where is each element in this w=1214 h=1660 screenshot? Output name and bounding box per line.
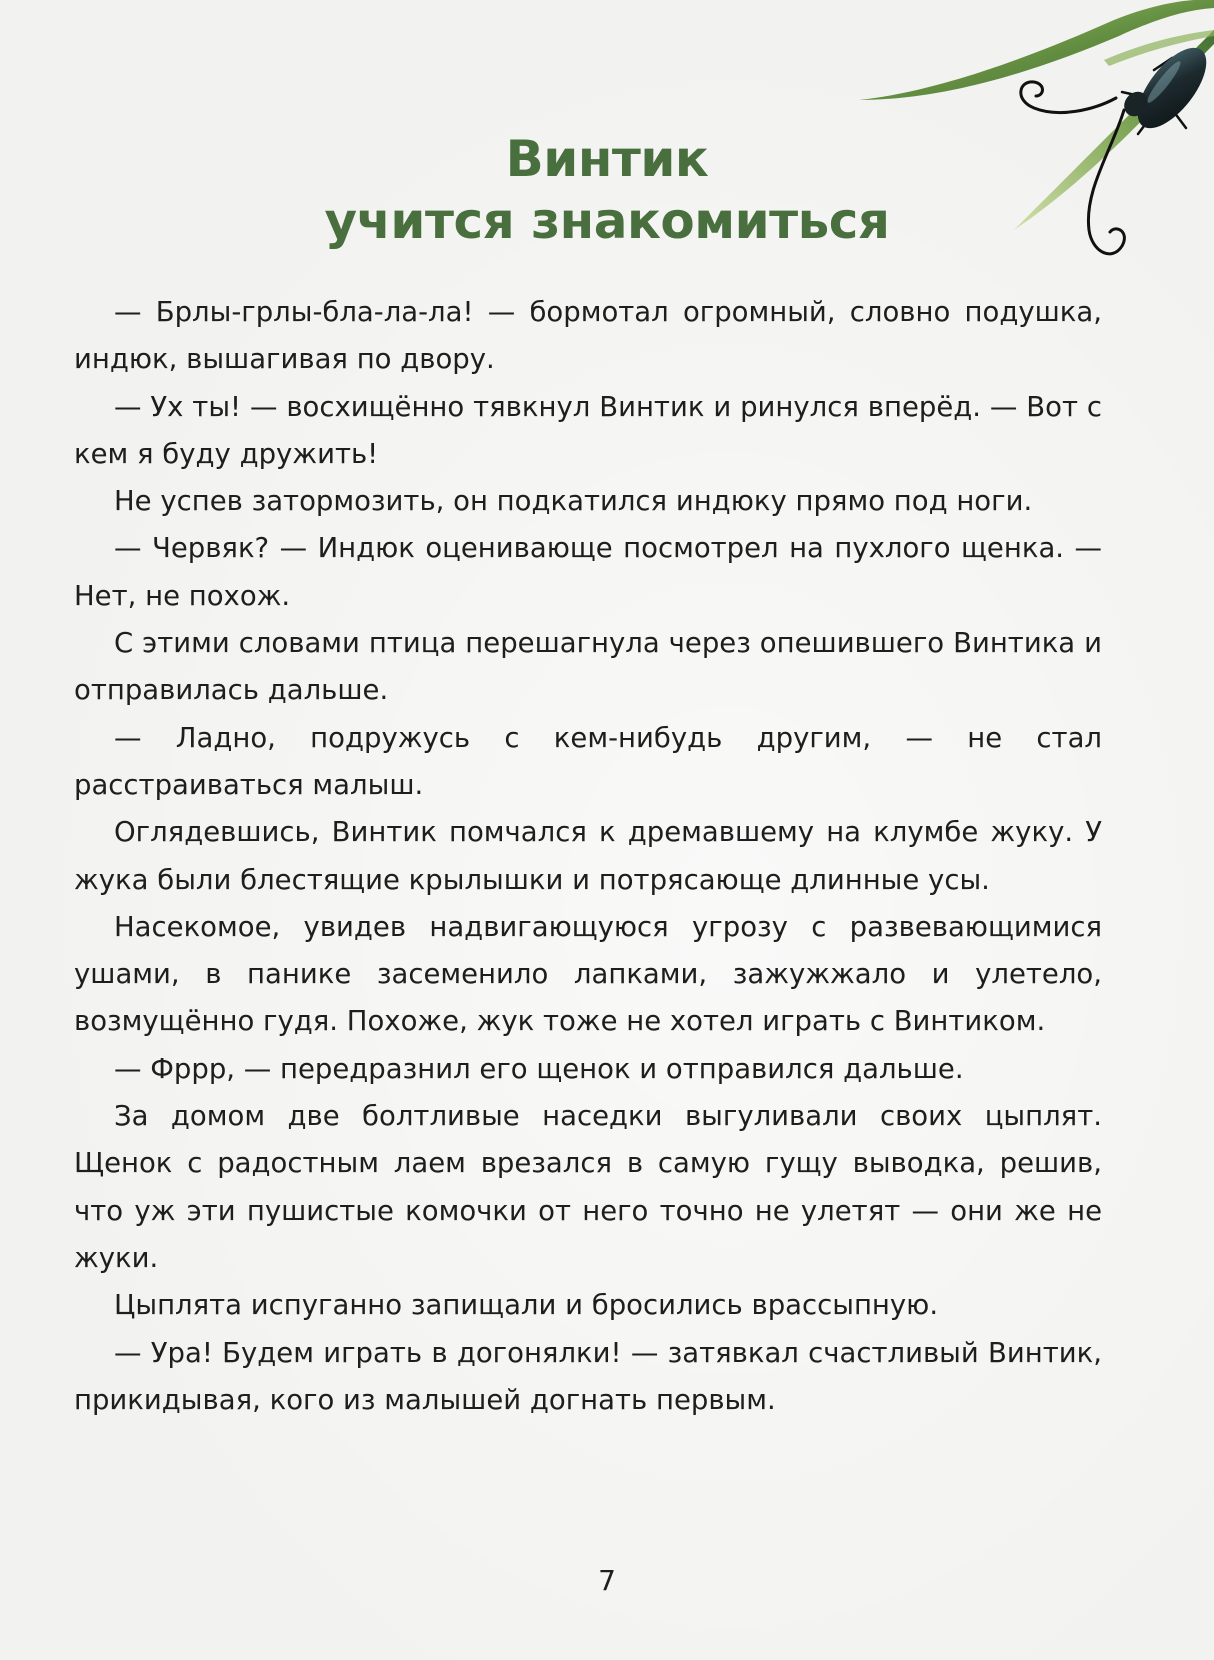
story-text [74, 289, 1102, 1424]
paragraph: За домом две болтливые наседки выгуливали своих цыплят. Щенок с радостным лаем врезался в самую гущу выводка, решив, что уж эти пушистые комочки от него точно не улетят — они же не жуки. [74, 1100, 1102, 1274]
paragraph: — Ура! Будем играть в догонялки! — затявкал счастливый Винтик, прикидывая, кого из малышей догнать первым. [74, 1336, 1102, 1416]
paragraph: — Червяк? — Индюк оценивающе посмотрел на пухлого щенка. — Нет, не похож. [74, 532, 1102, 612]
paragraph: С этими словами птица перешагнула через опешившего Винтика и отправилась дальше. [74, 627, 1102, 707]
title-line-2: учится знакомиться [324, 192, 890, 250]
paragraph: Не успев затормозить, он подкатился индюку прямо под ноги. [114, 485, 1033, 518]
page-title [0, 128, 1214, 252]
paragraph: Оглядевшись, Винтик помчался к дремавшему на клумбе жуку. У жука были блестящие крылышки и потрясающе длинные усы. [74, 816, 1102, 896]
paragraph: Насекомое, увидев надвигающуюся угрозу с развевающимися ушами, в панике засеменило лапками, зажужжало и улетело, возмущённо гудя. Похоже, жук тоже не хотел играть с Винтиком. [74, 910, 1102, 1038]
paragraph: — Ух ты! — восхищённо тявкнул Винтик и ринулся вперёд. — Вот с кем я буду дружить! [74, 390, 1102, 470]
page-number: 7 [598, 1564, 616, 1597]
paragraph: — Брлы-грлы-бла-ла-ла! — бормотал огромный, словно подушка, индюк, вышагивая по двору. [74, 296, 1102, 376]
paragraph: — Ладно, подружусь с кем-нибудь другим, — не стал расстраиваться малыш. [74, 721, 1102, 801]
title-line-1: Винтик [505, 130, 709, 188]
paragraph: — Фррр, — передразнил его щенок и отправился дальше. [114, 1052, 964, 1085]
beetle-icon [1119, 37, 1214, 140]
paragraph: Цыплята испуганно запищали и бросились врассыпную. [114, 1289, 939, 1322]
